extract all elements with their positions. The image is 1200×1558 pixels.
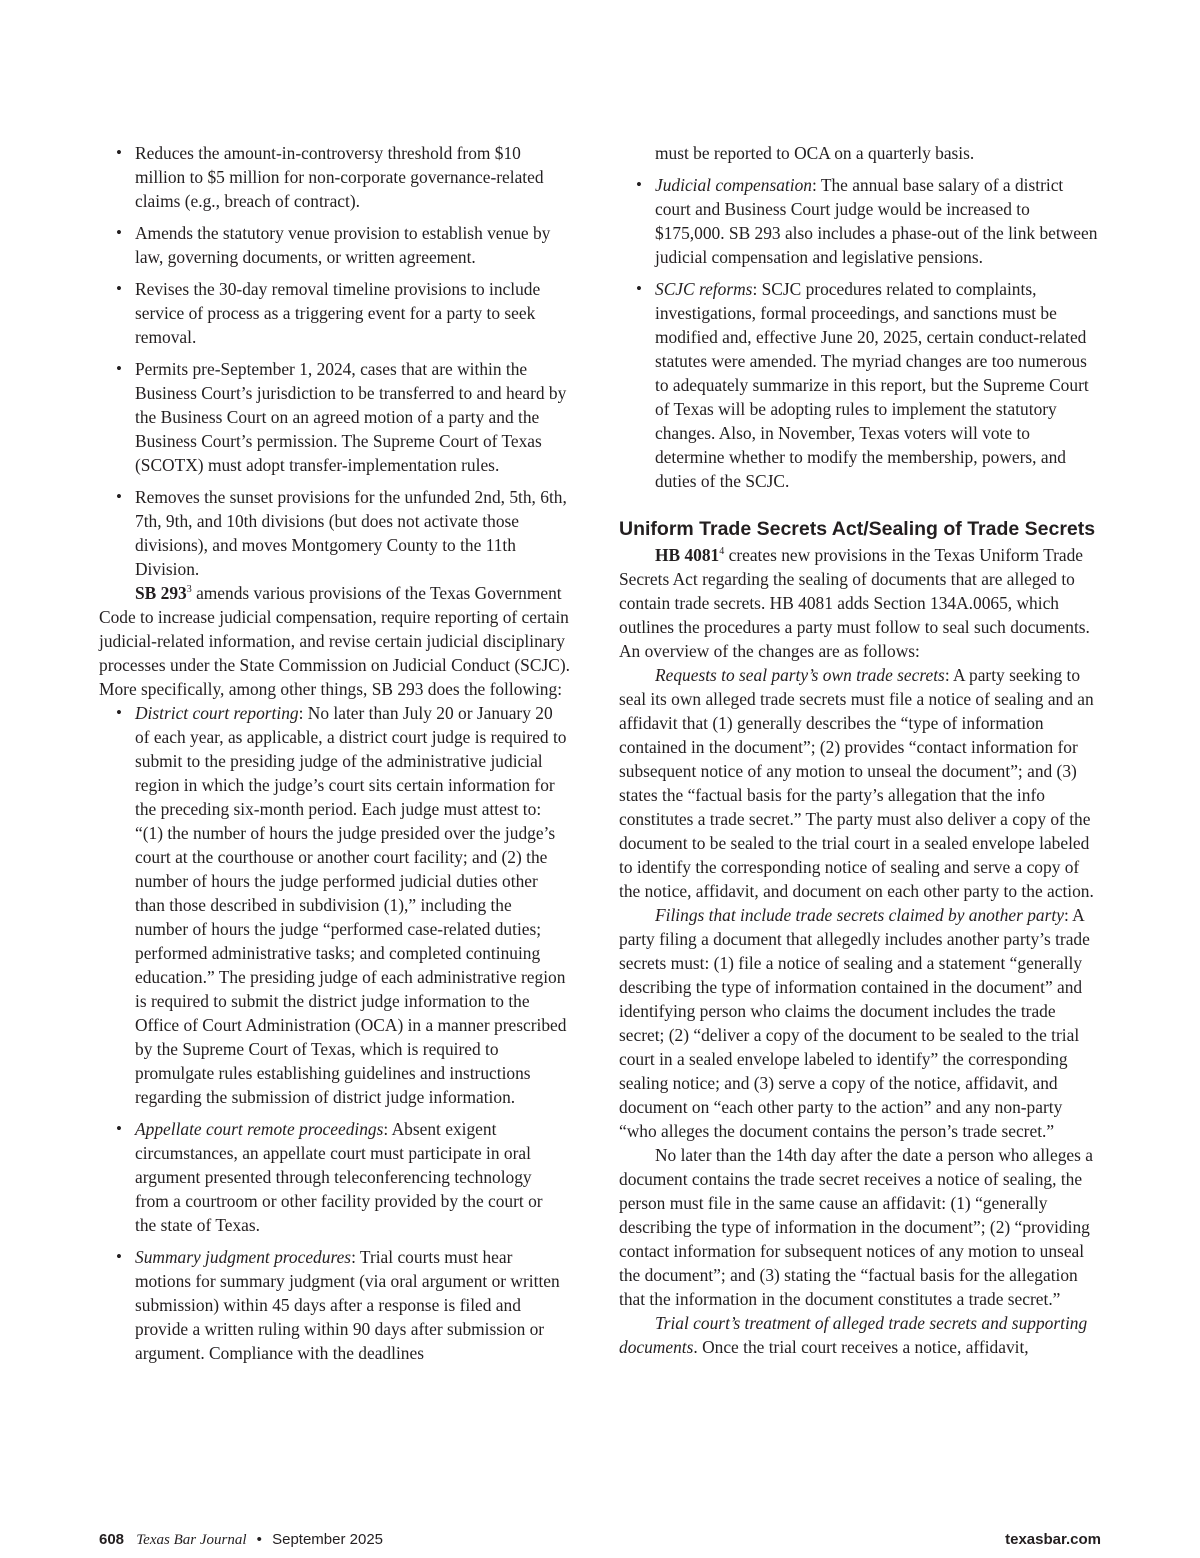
sb293-bullet-list: [99, 701, 571, 1365]
bullet-item: [99, 1245, 571, 1365]
sb293-bullet-list-continued: [619, 173, 1101, 493]
paragraph-term: Filings that include trade secrets claimed by another party: [655, 905, 1064, 925]
paragraph-text: : A party filing a document that allegedly includes another party’s trade secrets must: (1) file a notice of sealing and a statement “generally describing the type of information contained in the document” and identifying person who claims the document includes the trade secret; (2) “deliver a copy of the document to be sealed to the trial court in a sealed envelope labeled to identify” the corresponding sealing notice; and (3) serve a copy of the notice, affidavit, and document on “each other party to the action” and any non-party “who alleges the document contains the person’s trade secret.”: [619, 905, 1090, 1141]
page-footer: [99, 1531, 1101, 1549]
bullet-text: : Absent exigent circumstances, an appellate court must participate in oral argument presented through teleconferencing technology from a courtroom or other facility provided by the court or the state of Texas.: [135, 1119, 543, 1235]
paragraph-text: amends various provisions of the Texas Government Code to increase judicial compensation, require reporting of certain judicial-related information, and revise certain judicial disciplinary processes under the State Commission on Judicial Conduct (SCJC). More specifically, among other things, SB 293 does the following:: [99, 583, 570, 699]
issue-date: September 2025: [272, 1531, 384, 1548]
own-trade-secrets-paragraph: [619, 663, 1101, 903]
bullet-term: Summary judgment procedures: [135, 1247, 352, 1267]
bullet-item: [99, 1117, 571, 1237]
paragraph-term: Requests to seal party’s own trade secrets: [655, 665, 945, 685]
journal-name: Texas Bar Journal: [136, 1532, 247, 1548]
affidavit-deadline-paragraph: No later than the 14th day after the date a person who alleges a document contains the trade secret receives a notice of sealing, the person must file in the same cause an affidavit: (1) “generally describing the type of information in the document”; (2) “providing contact information for subsequent notices of any motion to unseal the document”; and (3) stating the “factual basis for the allegation that the information in the document constitutes a trade secret.”: [619, 1145, 1093, 1309]
bullet-term: Appellate court remote proceedings: [135, 1119, 384, 1139]
left-column: [99, 141, 571, 1373]
footnote-ref: 4: [719, 546, 725, 558]
bullet-term: District court reporting: [135, 703, 299, 723]
bullet-item: • Amends the statutory venue provision to establish venue by law, governing documents, or written agreement.: [99, 221, 571, 269]
other-party-trade-secrets-paragraph: [619, 903, 1101, 1143]
business-court-bullet-list: [99, 141, 571, 581]
bullet-text: : SCJC procedures related to complaints, investigations, formal proceedings, and sanctions must be modified and, effective June 20, 2025, certain conduct-related statutes were amended. The myriad changes are too numerous to adequately summarize in this report, but the Supreme Court of Texas will be adopting rules to implement the statutory changes. Also, in November, Texas voters will vote to determine whether to modify the membership, powers, and duties of the SCJC.: [655, 279, 1089, 491]
hb4081-paragraph: [619, 543, 1101, 663]
bullet-item: [619, 277, 1101, 493]
footnote-ref: 3: [186, 584, 192, 596]
bullet-text: : The annual base salary of a district court and Business Court judge would be increased to $175,000. SB 293 also includes a phase-out of the link between judicial compensation and legislative pensions.: [655, 175, 1098, 267]
right-column: [619, 141, 1101, 1359]
bullet-item: [99, 701, 571, 1109]
page-number: 608: [99, 1531, 125, 1548]
paragraph-text: creates new provisions in the Texas Uniform Trade Secrets Act regarding the sealing of documents that are alleged to contain trade secrets. HB 4081 adds Section 134A.0065, which outlines the procedures a party must follow to seal such documents. An overview of the changes are as follows:: [619, 545, 1090, 661]
bullet-term: Judicial compensation: [655, 175, 812, 195]
paragraph-term: Trial court’s treatment of alleged trade secrets and supporting documents: [619, 1313, 1088, 1357]
continued-bullet-text: must be reported to OCA on a quarterly basis.: [655, 143, 975, 163]
sb293-paragraph: [99, 581, 571, 701]
bullet-item: • Reduces the amount-in-controversy threshold from $10 million to $5 million for non-corporate governance-related claims (e.g., breach of contract).: [99, 141, 571, 213]
bullet-item: • Revises the 30-day removal timeline provisions to include service of process as a triggering event for a party to seek removal.: [99, 277, 571, 349]
bullet-text: : Trial courts must hear motions for summary judgment (via oral argument or written submission) within 45 days after a response is filed and provide a written ruling within 90 days after submission or argument. Compliance with the deadlines: [135, 1247, 560, 1363]
section-heading: Uniform Trade Secrets Act/Sealing of Trade Secrets: [619, 518, 1096, 540]
paragraph-text: . Once the trial court receives a notice, affidavit,: [693, 1337, 1029, 1357]
bullet-item: • Removes the sunset provisions for the unfunded 2nd, 5th, 6th, 7th, 9th, and 10th divisions (but does not activate those divisions), and moves Montgomery County to the 11th Division.: [99, 485, 571, 581]
footer-separator: •: [256, 1531, 262, 1548]
bullet-item: • Permits pre-September 1, 2024, cases that are within the Business Court’s jurisdiction to be transferred to and heard by the Business Court on an agreed motion of a party and the Business Court’s permission. The Supreme Court of Texas (SCOTX) must adopt transfer-implementation rules.: [99, 357, 571, 477]
footer-left: [99, 1531, 383, 1549]
bill-number: SB 293: [135, 583, 187, 603]
bullet-text: : No later than July 20 or January 20 of each year, as applicable, a district court judge is required to submit to the presiding judge of the administrative judicial region in which the judge’s court sits certain information for the preceding six-month period. Each judge must attest to: “(1) the number of hours the judge presided over the judge’s court at the courthouse or another court facility; and (2) the number of hours the judge performed judicial duties other than those described in subdivision (1),” including the number of hours the judge “performed case-related duties; performed administrative tasks; and completed continuing education.” The presiding judge of each administrative region is required to submit the district judge information to the Office of Court Administration (OCA) in a manner prescribed by the Supreme Court of Texas, which is required to promulgate rules establishing guidelines and instructions regarding the submission of district judge information.: [135, 703, 567, 1107]
paragraph-text: : A party seeking to seal its own alleged trade secrets must file a notice of sealing and an affidavit that (1) generally describes the “type of information contained in the document”; (2) provides “contact information for subsequent notice of any motion to unseal the document”; and (3) states the “factual basis for the party’s allegation that the info constitutes a trade secret.” The party must also deliver a copy of the document to be sealed to the trial court in a sealed envelope labeled to identify the corresponding notice of sealing and serve a copy of the notice, affidavit, and document on each other party to the action.: [619, 665, 1094, 901]
bill-number: HB 4081: [655, 545, 720, 565]
website-link[interactable]: texasbar.com: [1005, 1531, 1101, 1548]
bullet-term: SCJC reforms: [655, 279, 753, 299]
bullet-item: [619, 173, 1101, 269]
trial-court-treatment-paragraph: [619, 1311, 1101, 1359]
